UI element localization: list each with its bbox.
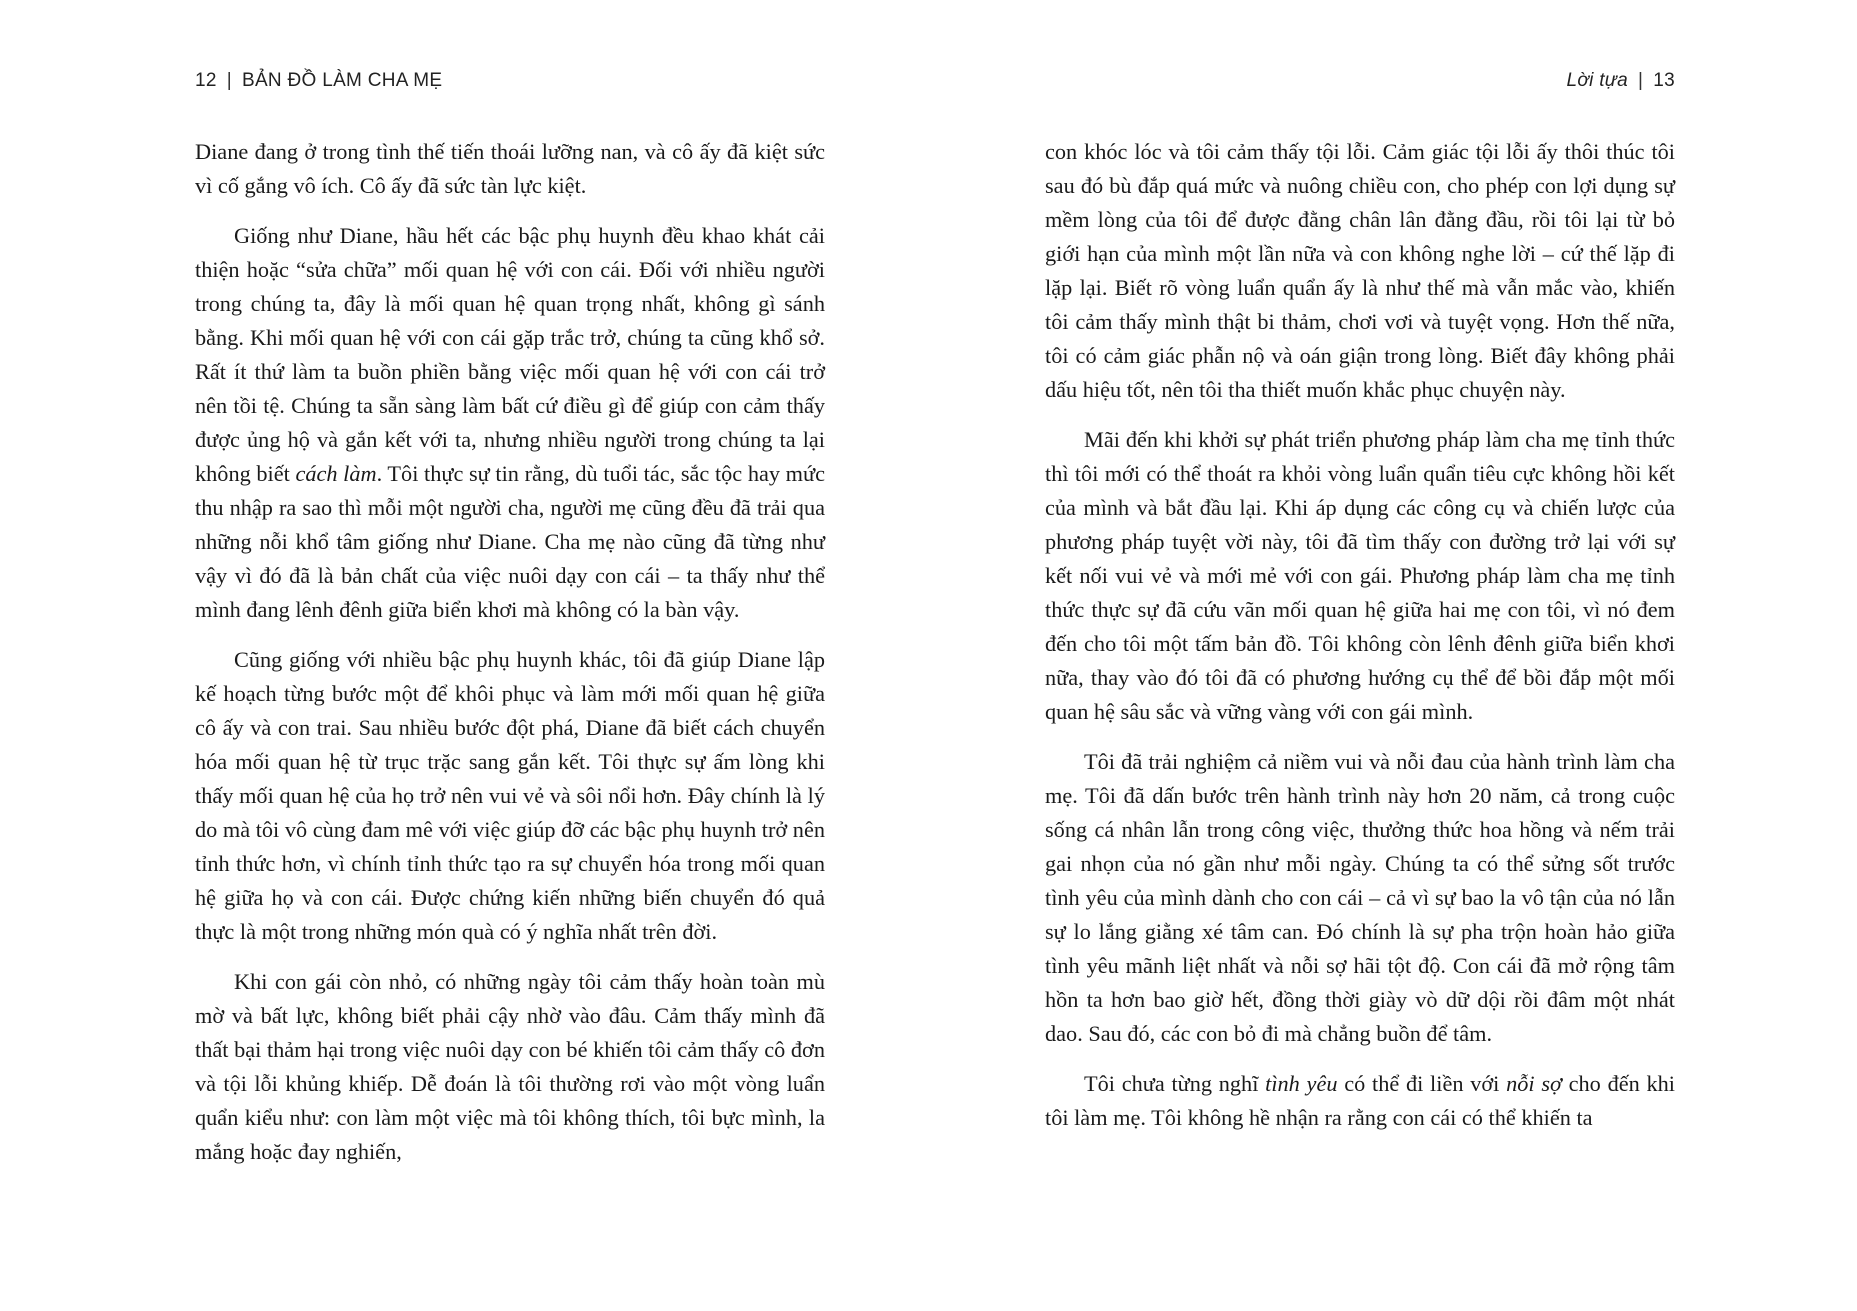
paragraph-text: . Tôi thực sự tin rằng, dù tuổi tác, sắc tộc hay mức thu nhập ra sao thì mỗi một người cha, người mẹ cũng đều đã trải qua những nỗi khổ tâm giống như Diane. Cha mẹ nào cũng đã từng như vậy vì đó đã là bản chất của việc nuôi dạy con cái – ta thấy như thể mình đang lênh đênh giữa biển khơi mà không có la bàn vậy.	[195, 461, 825, 622]
paragraph: con khóc lóc và tôi cảm thấy tội lỗi. Cảm giác tội lỗi ấy thôi thúc tôi sau đó bù đắp quá mức và nuông chiều con, cho phép con lợi dụng sự mềm lòng của tôi để được đằng chân lân đằng đầu, rồi tôi lại từ bỏ giới hạn của mình một lần nữa và con không nghe lời – cứ thế lặp đi lặp lại. Biết rõ vòng luẩn quẩn ấy là như thế mà vẫn mắc vào, khiến tôi cảm thấy mình thật bi thảm, chơi vơi và tuyệt vọng. Hơn thế nữa, tôi có cảm giác phẫn nộ và oán giận trong lòng. Biết đây không phải dấu hiệu tốt, nên tôi tha thiết muốn khắc phục chuyện này.	[1045, 139, 1675, 402]
paragraph: Cũng giống với nhiều bậc phụ huynh khác, tôi đã giúp Diane lập kế hoạch từng bước một để khôi phục và làm mới mối quan hệ giữa cô ấy và con trai. Sau nhiều bước đột phá, Diane đã biết cách chuyển hóa mối quan hệ từ trục trặc sang gắn kết. Tôi thực sự ấm lòng khi thấy mối quan hệ của họ trở nên vui vẻ và sôi nổi hơn. Đây chính là lý do mà tôi vô cùng đam mê với việc giúp đỡ các bậc phụ huynh trở nên tỉnh thức hơn, vì chính tỉnh thức tạo ra sự chuyển hóa trong mối quan hệ giữa họ và con cái. Được chứng kiến những biến chuyển đó quả thực là một trong những món quà có ý nghĩa nhất trên đời.	[195, 647, 825, 944]
paragraph	[195, 219, 825, 627]
paragraph-text: cho đến khi tôi làm mẹ. Tôi không hề nhận ra rằng con cái có thể khiến ta	[1045, 1071, 1675, 1130]
page-body-right	[1045, 135, 1675, 1135]
paragraph-text: có thể đi liền với	[1337, 1071, 1507, 1096]
paragraph: Khi con gái còn nhỏ, có những ngày tôi cảm thấy hoàn toàn mù mờ và bất lực, không biết phải cậy nhờ vào đâu. Cảm thấy mình đã thất bại thảm hại trong việc nuôi dạy con bé khiến tôi cảm thấy cô đơn và tội lỗi khủng khiếp. Dễ đoán là tôi thường rơi vào một vòng luẩn quẩn kiểu như: con làm một việc mà tôi không thích, tôi bực mình, la mắng hoặc đay nghiến,	[195, 969, 825, 1164]
page-body-left	[195, 135, 825, 1169]
paragraph	[1045, 1067, 1675, 1135]
emphasis-text: nỗi sợ	[1506, 1071, 1562, 1096]
emphasis-text: tình yêu	[1265, 1071, 1338, 1096]
running-title: BẢN ĐỒ LÀM CHA MẸ	[241, 70, 443, 91]
right-page	[1045, 0, 1675, 1311]
running-title: Lời tựa	[1566, 70, 1629, 91]
page-header-left	[195, 70, 825, 92]
paragraph: Mãi đến khi khởi sự phát triển phương pháp làm cha mẹ tỉnh thức thì tôi mới có thể thoát ra khỏi vòng luẩn quẩn tiêu cực không hồi kết của mình và bắt đầu lại. Khi áp dụng các công cụ và chiến lược của phương pháp tuyệt vời này, tôi đã tìm thấy con đường trở lại với sự kết nối vui vẻ và mới mẻ với con gái. Phương pháp làm cha mẹ tỉnh thức thực sự đã cứu vãn mối quan hệ giữa hai mẹ con tôi, vì nó đem đến cho tôi một tấm bản đồ. Tôi không còn lênh đênh giữa biển khơi nữa, thay vào đó tôi đã có phương hướng cụ thể để bồi đắp một mối quan hệ sâu sắc và vững vàng với con gái mình.	[1045, 427, 1675, 724]
header-separator: |	[226, 70, 232, 91]
paragraph: Diane đang ở trong tình thế tiến thoái lưỡng nan, và cô ấy đã kiệt sức vì cố gắng vô ích. Cô ấy đã sức tàn lực kiệt.	[195, 139, 825, 198]
paragraph-text: Giống như Diane, hầu hết các bậc phụ huynh đều khao khát cải thiện hoặc “sửa chữa” mối quan hệ với con cái. Đối với nhiều người trong chúng ta, đây là mối quan hệ quan trọng nhất, không gì sánh bằng. Khi mối quan hệ với con cái gặp trắc trở, chúng ta cũng khổ sở. Rất ít thứ làm ta buồn phiền bằng việc mối quan hệ với con cái trở nên tồi tệ. Chúng ta sẵn sàng làm bất cứ điều gì để giúp con cảm thấy được ủng hộ và gắn kết với ta, nhưng nhiều người trong chúng ta lại không biết	[195, 223, 825, 486]
left-page	[195, 0, 825, 1311]
emphasis-text: cách làm	[295, 461, 377, 486]
paragraph-text: Tôi chưa từng nghĩ	[1084, 1071, 1266, 1096]
header-separator: |	[1638, 70, 1644, 91]
page-number: 13	[1653, 70, 1675, 91]
page-number: 12	[195, 70, 217, 91]
paragraph: Tôi đã trải nghiệm cả niềm vui và nỗi đau của hành trình làm cha mẹ. Tôi đã dấn bước trên hành trình này hơn 20 năm, cả trong cuộc sống cá nhân lẫn trong công việc, thưởng thức hoa hồng và nếm trải gai nhọn của nó gần như mỗi ngày. Chúng ta có thể sửng sốt trước tình yêu của mình dành cho con cái – cả vì sự bao la vô tận của nó lẫn sự lo lắng giằng xé tâm can. Đó chính là sự pha trộn hoàn hảo giữa tình yêu mãnh liệt nhất và nỗi sợ hãi tột độ. Con cái đã mở rộng tâm hồn ta hơn bao giờ hết, đồng thời giày vò dữ dội rồi đâm một nhát dao. Sau đó, các con bỏ đi mà chẳng buồn để tâm.	[1045, 749, 1675, 1046]
page-header-right	[1045, 70, 1675, 92]
